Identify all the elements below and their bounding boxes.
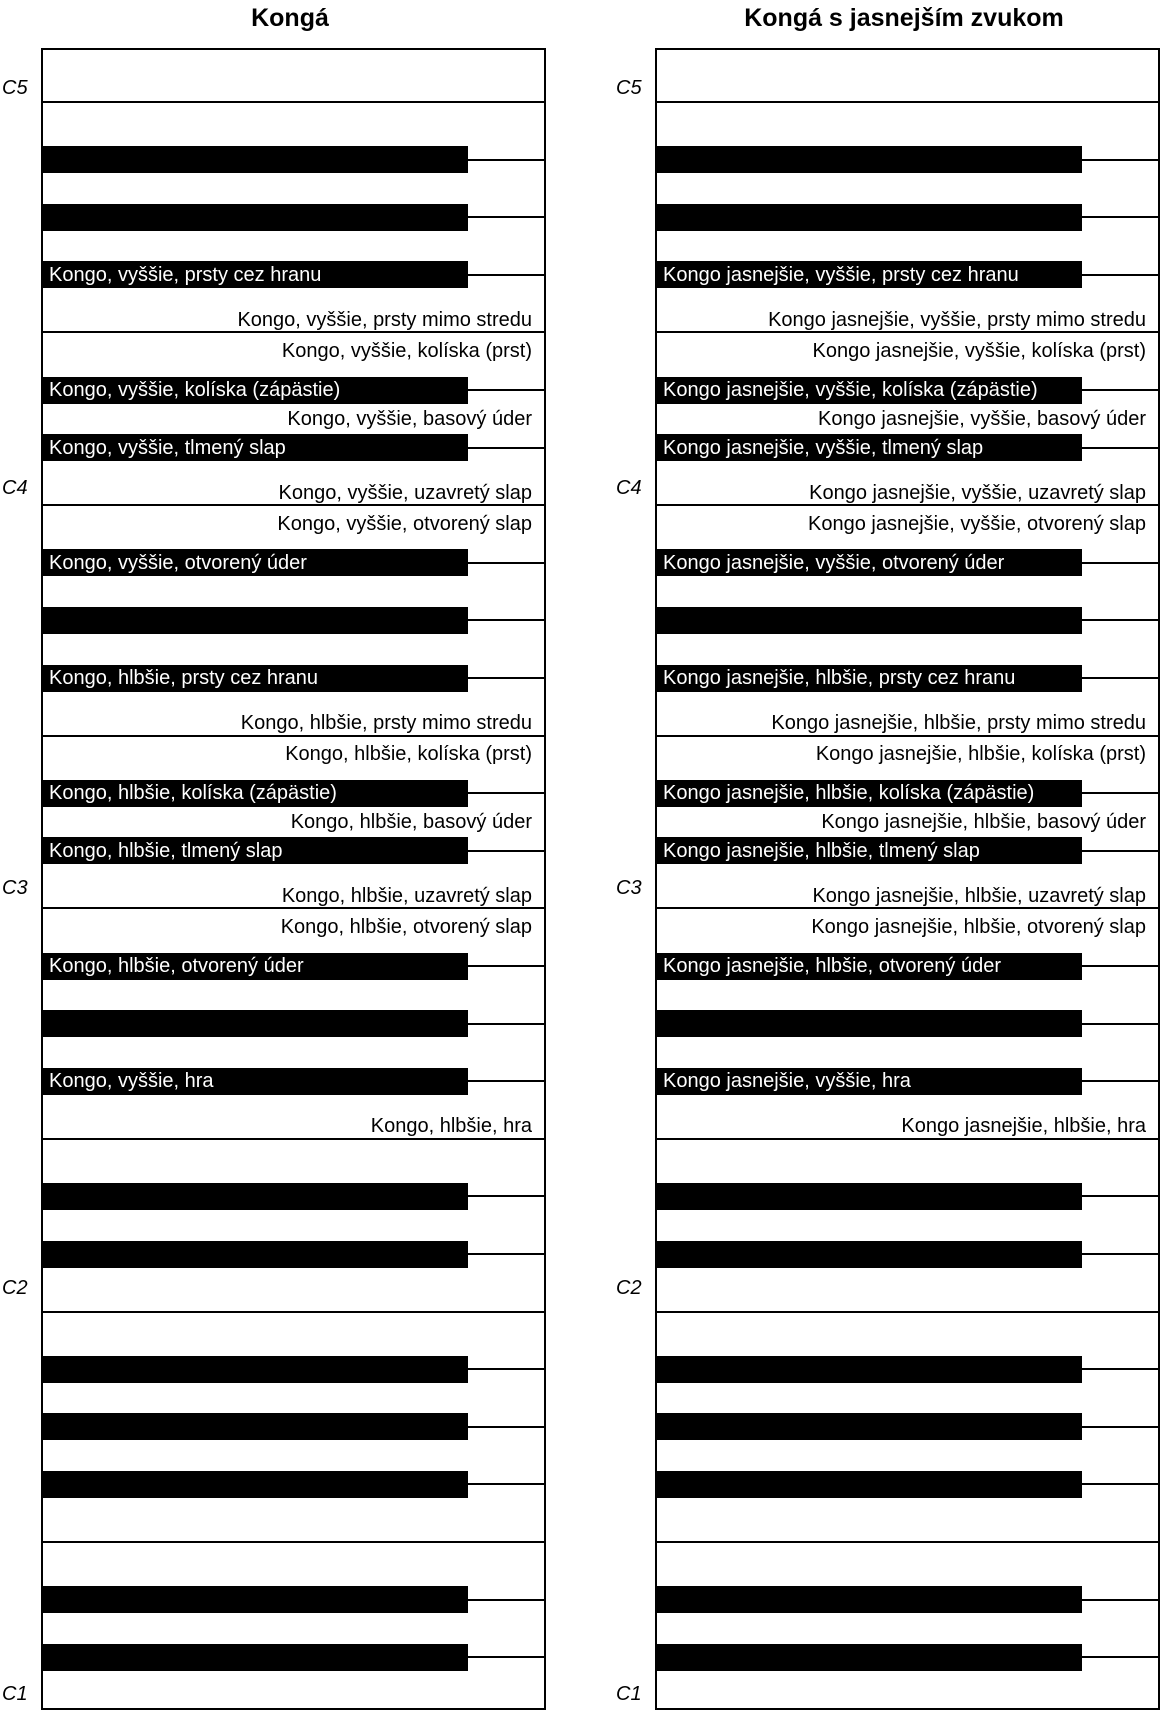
- drum-sound-label: Kongo, vyššie, basový úder: [287, 407, 532, 430]
- key-divider: [468, 1368, 544, 1370]
- key-divider: [657, 1311, 1158, 1313]
- drum-sound-label: Kongo jasnejšie, vyššie, prsty mimo stredu: [768, 308, 1146, 331]
- black-key: [43, 1183, 468, 1210]
- drum-sound-label: Kongo jasnejšie, vyššie, kolíska (zápästie): [657, 378, 1038, 402]
- drum-sound-label: Kongo, vyššie, kolíska (prst): [281, 339, 532, 362]
- black-key: [43, 1644, 468, 1671]
- black-key: [657, 1471, 1082, 1498]
- key-divider: [43, 1311, 544, 1313]
- octave-label: C5: [616, 77, 642, 99]
- piano-keyboard: [41, 48, 546, 1710]
- black-key: [43, 1413, 468, 1440]
- octave-label: C5: [2, 77, 28, 99]
- panel-title: Kongá s jasnejším zvukom: [744, 4, 1064, 32]
- black-key: [657, 1644, 1082, 1671]
- key-divider: [1082, 274, 1158, 276]
- drum-sound-label: Kongo jasnejšie, hlbšie, prsty mimo stredu: [771, 711, 1146, 734]
- key-divider: [1082, 216, 1158, 218]
- key-divider: [1082, 447, 1158, 449]
- drum-sound-label: Kongo, vyššie, tlmený slap: [43, 436, 286, 460]
- drum-sound-label: Kongo, hlbšie, prsty cez hranu: [43, 666, 318, 690]
- key-divider: [1082, 1023, 1158, 1025]
- drum-sound-label: Kongo jasnejšie, hlbšie, otvorený slap: [811, 915, 1146, 938]
- key-divider: [1082, 1426, 1158, 1428]
- drum-sound-label: Kongo, vyššie, kolíska (zápästie): [43, 378, 340, 402]
- drum-sound-label: Kongo, hlbšie, tlmený slap: [43, 839, 282, 863]
- key-divider: [468, 677, 544, 679]
- key-divider: [1082, 965, 1158, 967]
- black-key: [657, 204, 1082, 231]
- drum-sound-label: Kongo, hlbšie, prsty mimo stredu: [240, 711, 532, 734]
- key-divider: [468, 1253, 544, 1255]
- octave-label: C4: [2, 477, 28, 499]
- key-divider: [1082, 619, 1158, 621]
- drum-sound-label: Kongo jasnejšie, hlbšie, basový úder: [821, 811, 1146, 833]
- drum-sound-label: Kongo, hlbšie, otvorený slap: [280, 915, 532, 938]
- key-divider: [468, 274, 544, 276]
- black-key: [43, 1010, 468, 1037]
- drum-sound-label: Kongo jasnejšie, hlbšie, uzavretý slap: [812, 884, 1146, 907]
- drum-sound-label: Kongo, vyššie, prsty cez hranu: [43, 263, 321, 287]
- key-divider: [468, 562, 544, 564]
- key-divider: [468, 389, 544, 391]
- drum-sound-label: Kongo jasnejšie, vyššie, basový úder: [818, 407, 1146, 430]
- black-key: [657, 607, 1082, 634]
- black-key: [43, 1241, 468, 1268]
- key-divider: [1082, 850, 1158, 852]
- key-divider: [43, 1541, 544, 1543]
- key-divider: [468, 1426, 544, 1428]
- drum-sound-label: Kongo jasnejšie, vyššie, hra: [657, 1069, 911, 1093]
- drum-sound-label: Kongo, vyššie, otvorený slap: [277, 512, 532, 535]
- key-divider: [468, 1483, 544, 1485]
- drum-sound-label: Kongo, hlbšie, hra: [370, 1115, 532, 1138]
- black-key: [43, 204, 468, 231]
- octave-label: C1: [616, 1683, 642, 1705]
- keyboard-panel-conga-bright: [614, 0, 1162, 1713]
- key-divider: [468, 1023, 544, 1025]
- key-divider: [1082, 1195, 1158, 1197]
- key-divider: [468, 792, 544, 794]
- black-key: [43, 1356, 468, 1383]
- key-divider: [657, 101, 1158, 103]
- piano-keyboard: [655, 48, 1160, 1710]
- key-divider: [1082, 1368, 1158, 1370]
- key-divider: [468, 1080, 544, 1082]
- black-key: [657, 146, 1082, 173]
- black-key: [657, 1413, 1082, 1440]
- drum-sound-label: Kongo jasnejšie, vyššie, uzavretý slap: [809, 481, 1146, 504]
- drum-sound-label: Kongo, vyššie, uzavretý slap: [278, 481, 532, 504]
- drum-sound-label: Kongo, hlbšie, basový úder: [290, 811, 532, 833]
- key-divider: [1082, 1483, 1158, 1485]
- drum-sound-label: Kongo jasnejšie, hlbšie, hra: [901, 1115, 1146, 1138]
- drum-sound-label: Kongo jasnejšie, vyššie, kolíska (prst): [812, 339, 1146, 362]
- key-divider: [1082, 677, 1158, 679]
- black-key: [43, 146, 468, 173]
- octave-label: C2: [2, 1277, 28, 1299]
- key-divider: [43, 101, 544, 103]
- black-key: [657, 1241, 1082, 1268]
- drum-sound-label: Kongo, vyššie, otvorený úder: [43, 551, 307, 575]
- drum-sound-label: Kongo, hlbšie, uzavretý slap: [281, 884, 532, 907]
- key-divider: [468, 1195, 544, 1197]
- key-divider: [1082, 1599, 1158, 1601]
- octave-label: C4: [616, 477, 642, 499]
- octave-label: C3: [616, 877, 642, 899]
- drum-sound-label: Kongo, hlbšie, kolíska (zápästie): [43, 781, 337, 805]
- key-divider: [468, 1656, 544, 1658]
- black-key: [657, 1586, 1082, 1613]
- key-divider: [1082, 1656, 1158, 1658]
- key-divider: [1082, 389, 1158, 391]
- drum-sound-label: Kongo, vyššie, hra: [43, 1069, 214, 1093]
- black-key: [43, 1586, 468, 1613]
- key-divider: [468, 447, 544, 449]
- drum-sound-label: Kongo, hlbšie, kolíska (prst): [285, 743, 532, 766]
- panel-title: Kongá: [251, 4, 329, 32]
- black-key: [43, 607, 468, 634]
- drum-sound-label: Kongo jasnejšie, vyššie, prsty cez hranu: [657, 263, 1019, 287]
- drum-sound-label: Kongo jasnejšie, vyššie, otvorený úder: [657, 551, 1004, 575]
- key-divider: [468, 965, 544, 967]
- key-divider: [468, 850, 544, 852]
- drum-sound-label: Kongo, vyššie, prsty mimo stredu: [237, 308, 532, 331]
- key-divider: [1082, 159, 1158, 161]
- key-divider: [468, 159, 544, 161]
- black-key: [657, 1183, 1082, 1210]
- drum-sound-label: Kongo jasnejšie, hlbšie, otvorený úder: [657, 954, 1001, 978]
- key-divider: [1082, 1080, 1158, 1082]
- black-key: [43, 1471, 468, 1498]
- drum-sound-label: Kongo jasnejšie, hlbšie, prsty cez hranu: [657, 666, 1015, 690]
- drum-sound-label: Kongo jasnejšie, vyššie, otvorený slap: [808, 512, 1146, 535]
- octave-label: C3: [2, 877, 28, 899]
- black-key: [657, 1010, 1082, 1037]
- key-divider: [1082, 792, 1158, 794]
- black-key: [657, 1356, 1082, 1383]
- key-divider: [468, 1599, 544, 1601]
- key-divider: [1082, 562, 1158, 564]
- octave-label: C2: [616, 1277, 642, 1299]
- key-divider: [468, 619, 544, 621]
- drum-sound-label: Kongo jasnejšie, hlbšie, kolíska (prst): [815, 743, 1146, 766]
- drum-sound-label: Kongo jasnejšie, hlbšie, kolíska (zápästie): [657, 781, 1034, 805]
- drum-sound-label: Kongo, hlbšie, otvorený úder: [43, 954, 304, 978]
- key-divider: [468, 216, 544, 218]
- key-divider: [657, 1541, 1158, 1543]
- key-divider: [1082, 1253, 1158, 1255]
- drum-sound-label: Kongo jasnejšie, vyššie, tlmený slap: [657, 436, 983, 460]
- keyboard-panel-conga: [0, 0, 580, 1713]
- octave-label: C1: [2, 1683, 28, 1705]
- drum-sound-label: Kongo jasnejšie, hlbšie, tlmený slap: [657, 839, 980, 863]
